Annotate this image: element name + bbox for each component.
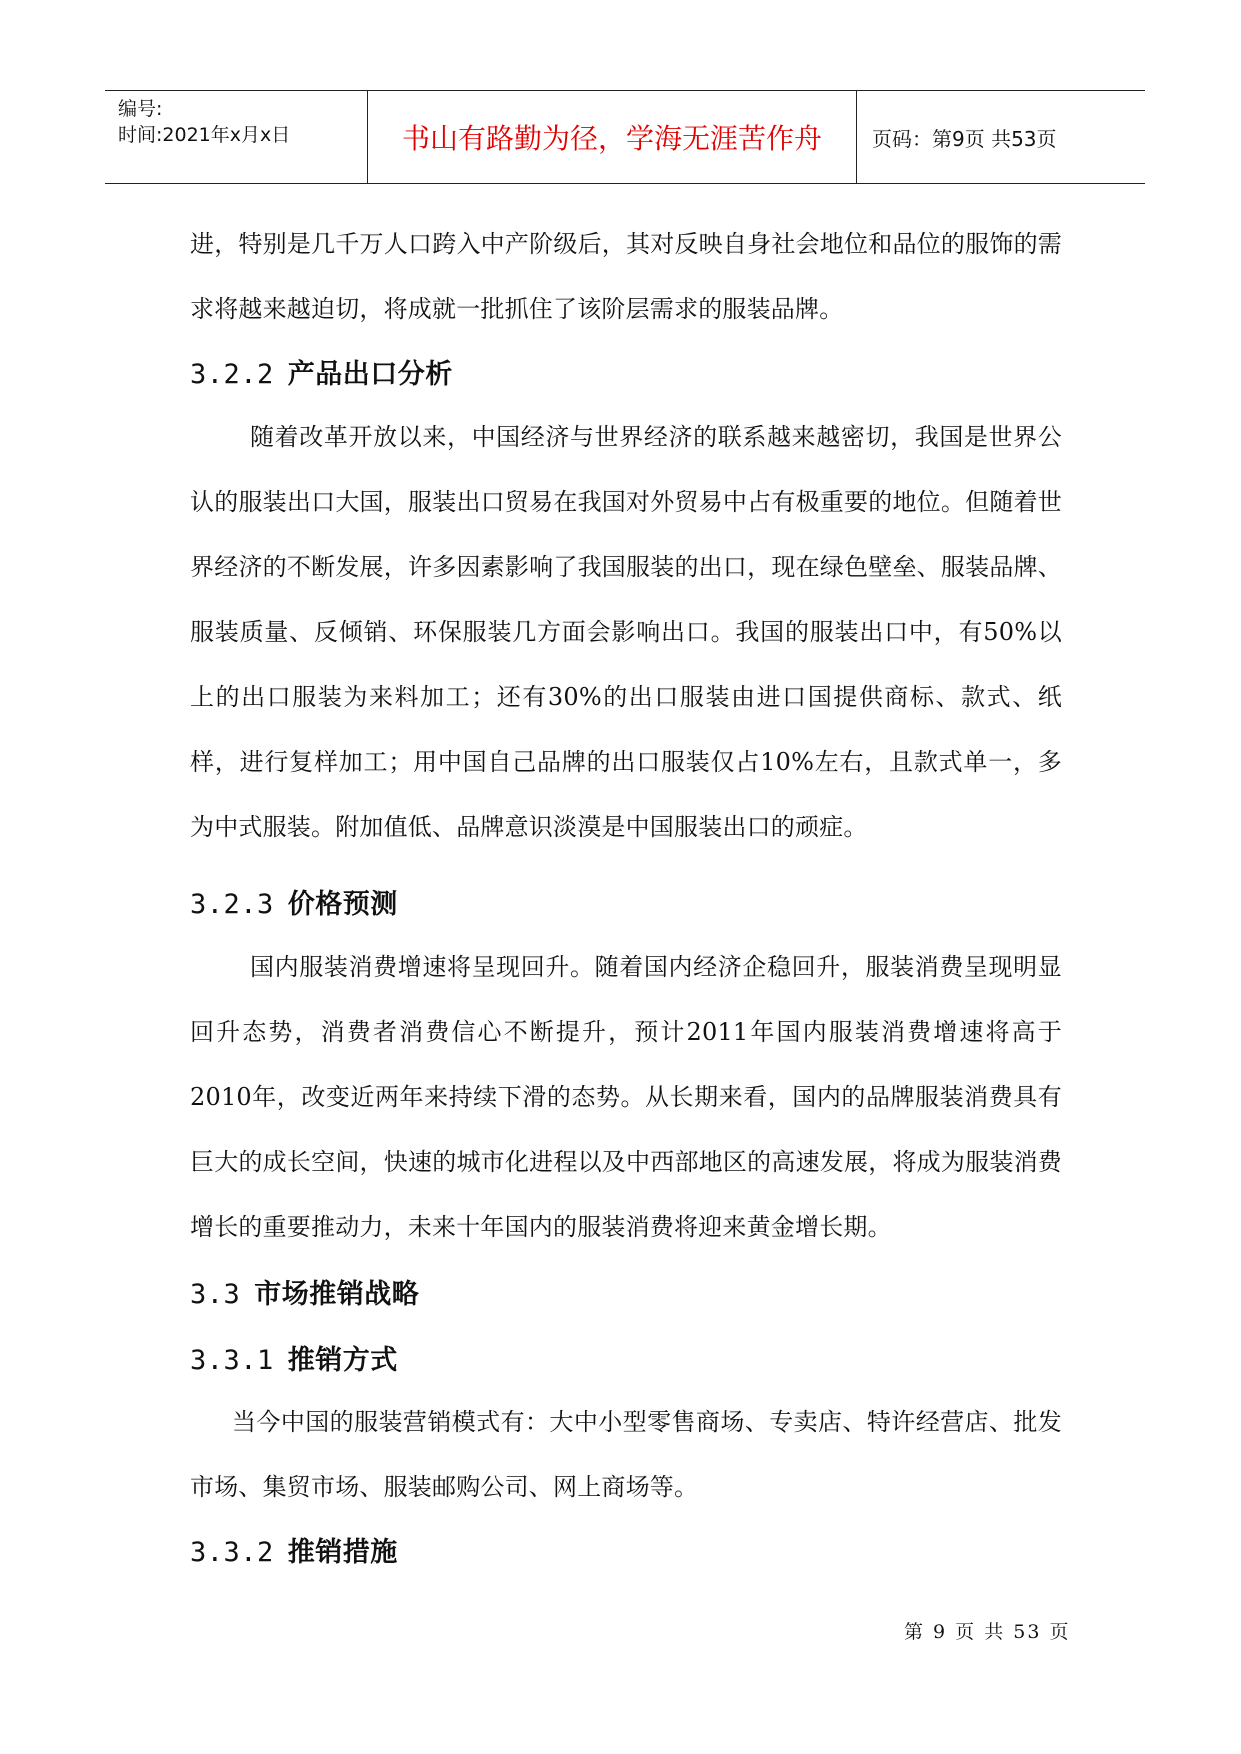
- heading-title: 市场推销战略: [254, 1279, 420, 1310]
- heading-3-2-2: [190, 352, 453, 391]
- heading-title: 推销方式: [287, 1345, 398, 1376]
- page-footer: 第 9 页 共 53 页: [904, 1621, 1071, 1643]
- heading-3-3-2: [190, 1530, 398, 1569]
- header-motto: 书山有路勤为径，学海无涯苦作舟: [401, 122, 822, 155]
- heading-title: 推销措施: [287, 1537, 398, 1568]
- document-number-label: 编号:: [118, 98, 163, 120]
- heading-number: 3.3.2: [190, 1537, 274, 1568]
- paragraph-sales-methods: 当今中国的服装营销模式有：大中小型零售商场、专卖店、特许经营店、批发市场、集贸市场、服装邮购公司、网上商场等。: [190, 1408, 1062, 1501]
- paragraph-export-analysis: 随着改革开放以来，中国经济与世界经济的联系越来越密切，我国是世界公认的服装出口大国，服装出口贸易在我国对外贸易中占有极重要的地位。但随着世界经济的不断发展，许多因素影响了我国服装的出口，现在绿色壁垒、服装品牌、服装质量、反倾销、环保服装几方面会影响出口。我国的服装出口中，有50%以上的出口服装为来料加工；还有30%的出口服装由进口国提供商标、款式、纸样，进行复样加工；用中国自己品牌的出口服装仅占10%左右，且款式单一，多为中式服装。附加值低、品牌意识淡漠是中国服装出口的顽症。: [190, 423, 1062, 841]
- header-motto-cell: [368, 91, 857, 183]
- heading-title: 价格预测: [287, 889, 398, 920]
- heading-number: 3.3.1: [190, 1345, 274, 1376]
- page-header: [105, 90, 1145, 184]
- heading-3-3: [190, 1272, 419, 1311]
- document-time: 时间:2021年x月x日: [118, 124, 291, 146]
- heading-number: 3.3: [190, 1279, 241, 1310]
- heading-title: 产品出口分析: [287, 359, 453, 390]
- paragraph-continued: 进，特别是几千万人口跨入中产阶级后，其对反映自身社会地位和品位的服饰的需求将越来越迫切，将成就一批抓住了该阶层需求的服装品牌。: [190, 230, 1062, 323]
- heading-3-3-1: [190, 1338, 398, 1377]
- header-meta: [105, 91, 368, 183]
- heading-3-2-3: [190, 882, 398, 921]
- heading-number: 3.2.3: [190, 889, 274, 920]
- heading-number: 3.2.2: [190, 359, 274, 390]
- header-page-cell: [858, 91, 1145, 183]
- paragraph-price-forecast: 国内服装消费增速将呈现回升。随着国内经济企稳回升，服装消费呈现明显回升态势，消费者消费信心不断提升，预计2011年国内服装消费增速将高于2010年，改变近两年来持续下滑的态势。从长期来看，国内的品牌服装消费具有巨大的成长空间，快速的城市化进程以及中西部地区的高速发展，将成为服装消费增长的重要推动力，未来十年国内的服装消费将迎来黄金增长期。: [190, 953, 1062, 1241]
- header-page-code: 页码：第9页 共53页: [872, 126, 1057, 151]
